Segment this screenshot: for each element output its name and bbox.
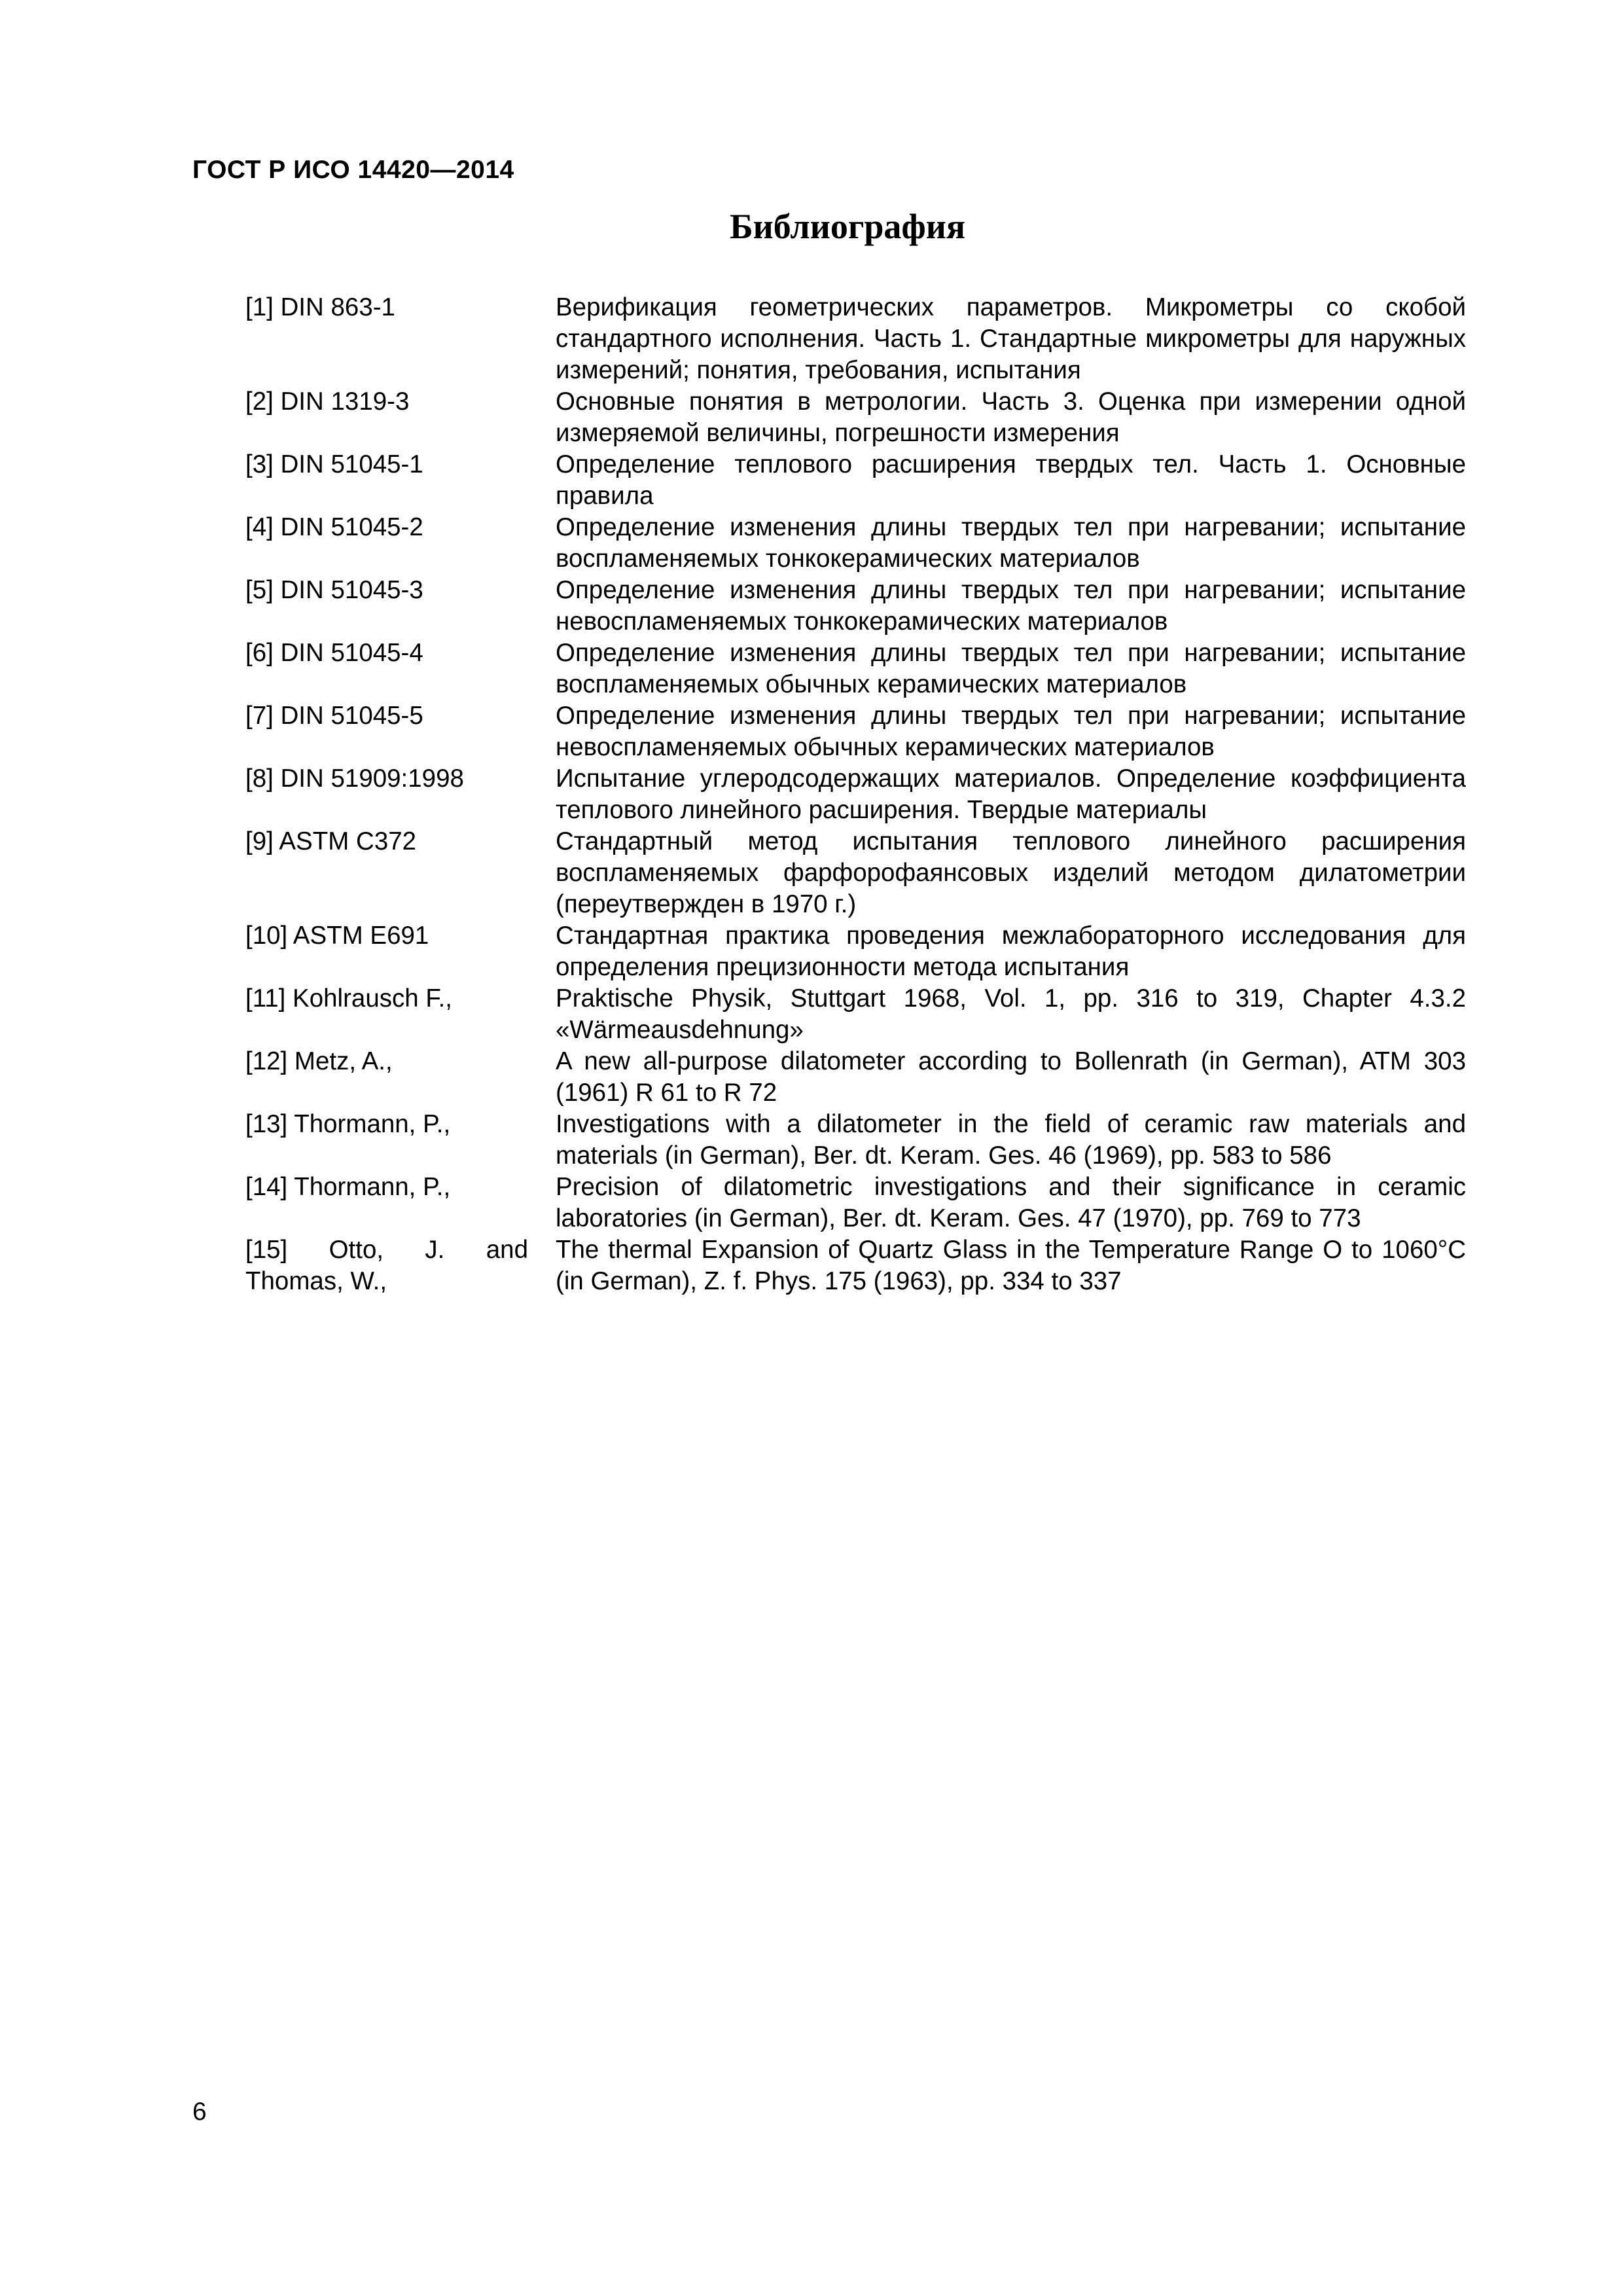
reference-description: Определение изменения длины твердых тел при нагревании; испытание невоспламеняемых тонкокерамических материалов <box>556 576 1466 636</box>
reference-description: Испытание углеродсодержащих материалов. Определение коэффициента теплового линейного расширения. Твердые материалы <box>556 764 1466 824</box>
reference-description: Определение изменения длины твердых тел при нагревании; испытание невоспламеняемых обычных керамических материалов <box>556 702 1466 761</box>
reference-description: Основные понятия в метрологии. Часть 3. Оценка при измерении одной измеряемой величины, погрешности измерения <box>556 387 1466 447</box>
reference-description: Определение изменения длины твердых тел при нагревании; испытание воспламеняемых обычных керамических материалов <box>556 639 1466 698</box>
reference-description: Praktische Physik, Stuttgart 1968, Vol. 1, pp. 316 to 319, Chapter 4.3.2 «Wärmeausdehnung» <box>556 984 1466 1044</box>
reference-id: [7] DIN 51045-5 <box>245 702 423 730</box>
reference-id: [8] DIN 51909:1998 <box>245 764 464 793</box>
reference-description: Investigations with a dilatometer in the field of ceramic raw materials and materials (in German), Ber. dt. Keram. Ges. 46 (1969), pp. 583 to 586 <box>556 1110 1466 1170</box>
reference-description: Стандартный метод испытания теплового линейного расширения воспламеняемых фарфорофаянсовых изделий методом дилатометрии (переутвержден в 1970 г.) <box>556 827 1466 918</box>
reference-id: [14] Thormann, P., <box>245 1173 451 1201</box>
bibliography-entry <box>245 826 1466 920</box>
bibliography-entry <box>245 920 1466 983</box>
reference-id: [2] DIN 1319-3 <box>245 387 410 416</box>
bibliography-entry <box>245 512 1466 575</box>
bibliography-entry <box>245 1109 1466 1172</box>
bibliography-entry <box>245 1172 1466 1234</box>
reference-id: [12] Metz, A., <box>245 1047 393 1075</box>
bibliography-entry <box>245 292 1466 386</box>
bibliography-entry <box>245 1046 1466 1109</box>
bibliography-entry <box>245 1234 1466 1297</box>
bibliography-entry <box>245 983 1466 1046</box>
reference-id: [10] ASTM E691 <box>245 922 429 950</box>
reference-id: [1] DIN 863-1 <box>245 293 395 321</box>
page-title: Библиография <box>729 207 966 246</box>
reference-id: [4] DIN 51045-2 <box>245 513 423 541</box>
reference-id: [15] Otto, J. and Thomas, W., <box>245 1236 528 1295</box>
reference-id: [13] Thormann, P., <box>245 1110 451 1138</box>
bibliography-list <box>245 292 1466 1297</box>
reference-description: Определение теплового расширения твердых тел. Часть 1. Основные правила <box>556 450 1466 510</box>
bibliography-entry <box>245 575 1466 637</box>
bibliography-entry <box>245 637 1466 700</box>
reference-description: Стандартная практика проведения межлабораторного исследования для определения прецизионности метода испытания <box>556 922 1466 981</box>
reference-description: Precision of dilatometric investigations and their significance in ceramic laboratories (in German), Ber. dt. Keram. Ges. 47 (1970), pp. 769 to 773 <box>556 1173 1466 1232</box>
reference-description: The thermal Expansion of Quartz Glass in the Temperature Range O to 1060°C (in German), Z. f. Phys. 175 (1963), pp. 334 to 337 <box>556 1236 1466 1295</box>
bibliography-entry <box>245 763 1466 826</box>
reference-id: [9] ASTM C372 <box>245 827 417 855</box>
bibliography-entry <box>245 449 1466 512</box>
document-header: ГОСТ Р ИСО 14420—2014 <box>192 156 514 184</box>
reference-description: Верификация геометрических параметров. Микрометры со скобой стандартного исполнения. Часть 1. Стандартные микрометры для наружных измерений; понятия, требования, испытания <box>556 293 1466 384</box>
bibliography-entry <box>245 386 1466 449</box>
reference-id: [3] DIN 51045-1 <box>245 450 423 478</box>
reference-description: Определение изменения длины твердых тел при нагревании; испытание воспламеняемых тонкокерамических материалов <box>556 513 1466 573</box>
reference-id: [5] DIN 51045-3 <box>245 576 423 604</box>
bibliography-entry <box>245 700 1466 763</box>
reference-id: [11] Kohlrausch F., <box>245 984 453 1013</box>
reference-description: A new all-purpose dilatometer according to Bollenrath (in German), ATM 303 (1961) R 61 to R 72 <box>556 1047 1466 1107</box>
page-number: 6 <box>192 2098 207 2126</box>
reference-id: [6] DIN 51045-4 <box>245 639 423 667</box>
